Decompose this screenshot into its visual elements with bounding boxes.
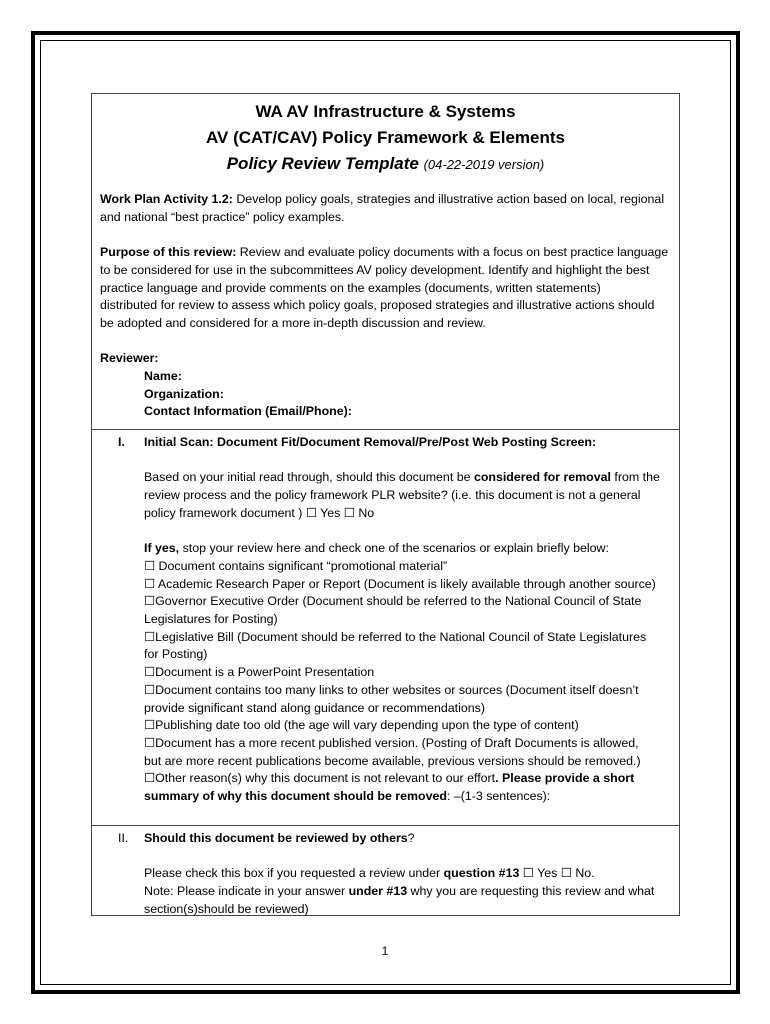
section-1-title: Initial Scan: Document Fit/Document Removal/Pre/Post Web Posting Screen: <box>144 435 597 449</box>
work-plan-line-2: and national “best practice” policy examples. <box>100 209 345 224</box>
review-request-line: Please check this box if you requested a review under question #13 ☐ Yes ☐ No. <box>144 866 595 881</box>
removal-question-yes-no: policy framework document ) ☐ Yes ☐ No <box>144 505 375 520</box>
scenario-line: but are more recent publications become available, previous versions should be removed.) <box>144 753 641 768</box>
reviewer-name-field: Name: <box>144 369 182 383</box>
scenario-line: for Posting) <box>144 647 208 662</box>
review-note-line-2: section(s)should be reviewed) <box>144 901 309 916</box>
removal-question: Based on your initial read through, should this document be considered for removal from the <box>144 470 660 485</box>
purpose-line-2: to be considered for use in the subcommittees AV policy development. Identify and highlight the best <box>100 262 650 277</box>
scenario-line: provide significant stand along guidance or recommendations) <box>144 700 485 715</box>
purpose-label: Purpose of this review: <box>100 245 237 260</box>
scenario-line: ☐ Document contains significant “promotional material” <box>144 558 448 573</box>
if-yes-instruction: If yes, stop your review here and check one of the scenarios or explain briefly below: <box>144 541 609 556</box>
purpose-line-5: be adopted and considered for a more in-depth discussion and review. <box>100 315 486 330</box>
purpose-line-4: distributed for review to assess which policy goals, proposed strategies and illustrative actions should <box>100 298 655 313</box>
reviewer-organization-field: Organization: <box>144 386 224 401</box>
review-note-line: Note: Please indicate in your answer under #13 why you are requesting this review and what <box>144 884 655 899</box>
other-reason-line-2: summary of why this document should be removed: –(1-3 sentences): <box>144 789 551 804</box>
other-reason-line: ☐Other reason(s) why this document is not relevant to our effort. Please provide a short <box>144 771 635 786</box>
title-line-1: WA AV Infrastructure & Systems <box>255 102 516 121</box>
title-line-3 <box>100 151 671 178</box>
work-plan-label: Work Plan Activity 1.2: <box>100 192 233 206</box>
section-1-box <box>91 430 680 826</box>
scenario-line: ☐Legislative Bill (Document should be referred to the National Council of State Legislatures <box>144 629 647 644</box>
reviewer-label: Reviewer: <box>100 351 159 366</box>
scenario-line: ☐Document contains too many links to other websites or sources (Document itself doesn’t <box>144 682 639 697</box>
work-plan-paragraph: Work Plan Activity 1.2: Develop policy goals, strategies and illustrative action based on local, regional <box>100 192 665 206</box>
removal-question-line-2: review process and the policy framework PLR website? (i.e. this document is not a general <box>144 488 641 503</box>
scenario-line: ☐ Academic Research Paper or Report (Document is likely available through another source) <box>144 576 656 591</box>
header-box <box>91 93 680 430</box>
scenario-line: Legislatures for Posting) <box>144 612 278 626</box>
section-1-numeral: I. <box>118 435 125 449</box>
page-number: 1 <box>381 944 389 958</box>
scenario-line: ☐Document is a PowerPoint Presentation <box>144 665 375 680</box>
section-2-heading <box>100 830 671 848</box>
reviewer-contact-field: Contact Information (Email/Phone): <box>144 404 352 419</box>
scenario-line: ☐Publishing date too old (the age will vary depending upon the type of content) <box>144 718 579 733</box>
section-2-numeral: II. <box>118 831 129 845</box>
purpose-paragraph: Purpose of this review: Review and evaluate policy documents with a focus on best practice language <box>100 245 669 260</box>
section-1-heading <box>100 434 671 452</box>
section-2-box <box>91 826 680 916</box>
version-label: (04-22-2019 version) <box>423 157 545 172</box>
title-line-2: AV (CAT/CAV) Policy Framework & Elements <box>206 128 565 147</box>
scenario-line: ☐Governor Executive Order (Document should be referred to the National Council of State <box>144 594 642 609</box>
section-2-title: Should this document be reviewed by others? <box>144 831 415 845</box>
purpose-line-3: practice language and provide comments on the examples (documents, written statements) <box>100 280 601 295</box>
scenario-line: ☐Document has a more recent published version. (Posting of Draft Documents is allowed, <box>144 735 639 750</box>
template-title: Policy Review Template <box>226 154 419 173</box>
